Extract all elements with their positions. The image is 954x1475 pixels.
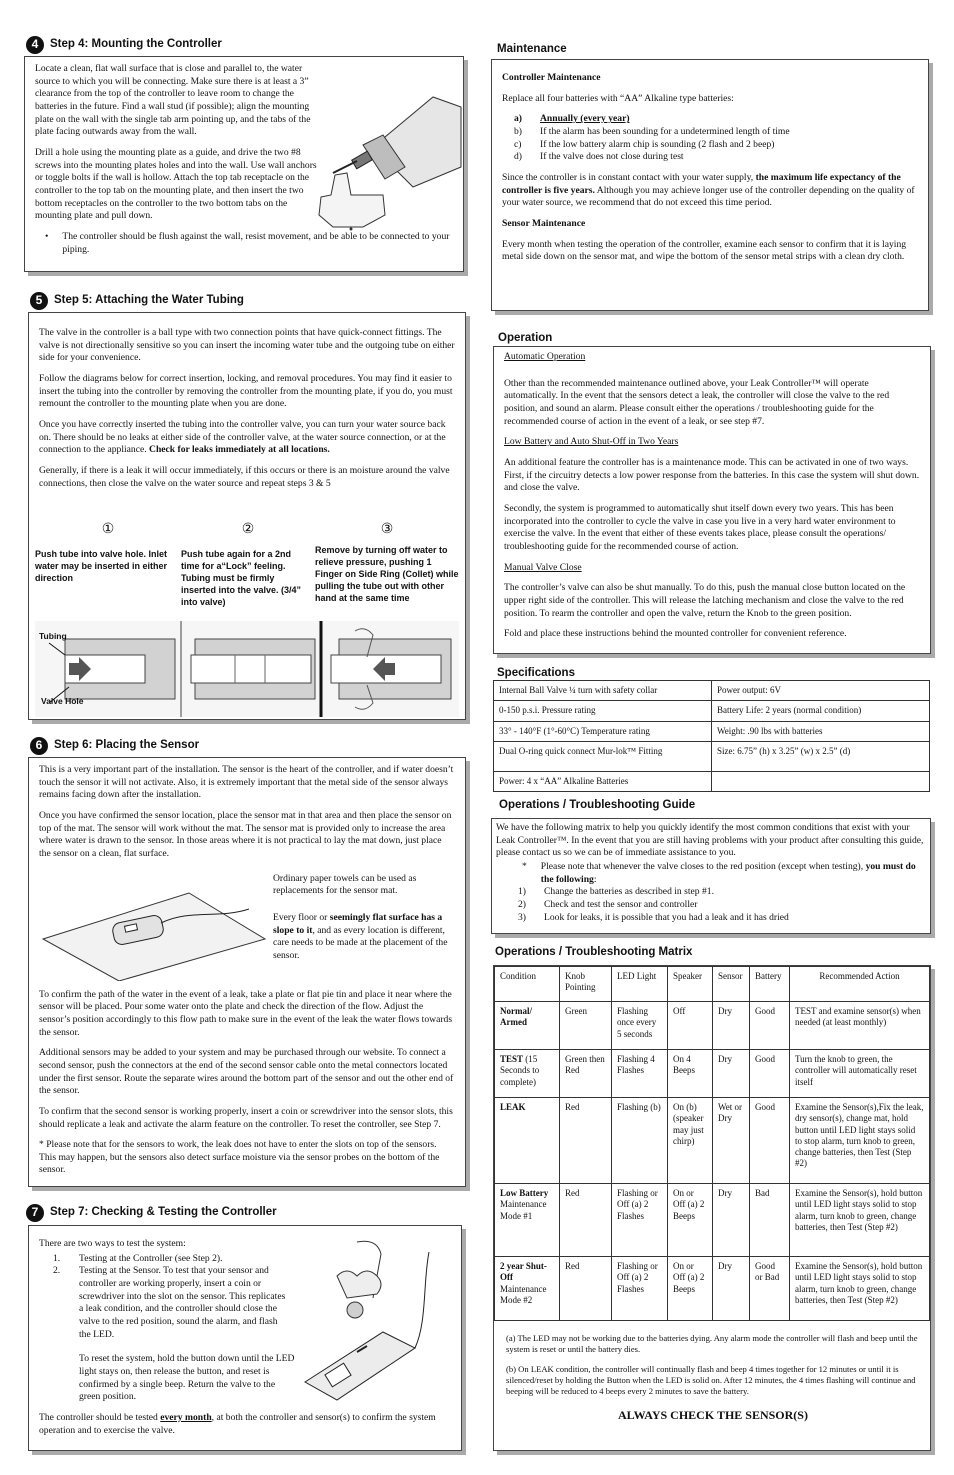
list-item: 1. Testing at the Controller (see Step 2).: [53, 1252, 223, 1264]
diagram-3-caption: Remove by turning off water to relieve pressure, pushing 1 Finger on Side Ring (Collet) while pulling the tube out with other hand at the same time: [315, 545, 459, 603]
step5-p1: The valve in the controller is a ball type with two connection points that have quick-connect fittings. The valve is not directionally sensitive so you can insert the incoming water tube and the outgoing tube on either side for your convenience.: [39, 327, 455, 364]
matrix-notes: [494, 1321, 930, 1424]
step4-bullet-text: The controller should be flush against the wall, resist movement, and be able to be connected to your piping.: [62, 230, 450, 255]
diagram-2-caption: Push tube again for a 2nd time for a“Lock” feeling. Tubing must be firmly inserted into the valve. (3/4” into valve): [181, 549, 302, 607]
sensor-mat-area: [39, 869, 455, 981]
table-row: 33° - 140°F (1°-60°C) Temperature rating Weight: .90 lbs with batteries: [494, 721, 930, 741]
controller-maintenance-heading: Controller Maintenance: [502, 72, 601, 83]
table-row: TEST (15 Seconds to complete) Green then Red Flashing 4 Flashes On 4 Beeps Dry Good Turn the knob to green, the controller will automatically reset itself: [495, 1050, 930, 1098]
step6-p4: Additional sensors may be added to your system and may be purchased through our website. To connect a second sensor, push the connectors at the end of the second sensor cable onto the metal connectors located under the first sensor. Route the separate wires around the bottom part of the sensor and out the other end of the sensor.: [39, 1047, 454, 1097]
maintenance-heading: Maintenance: [497, 43, 567, 55]
step7-final: The controller should be tested every month, at both the controller and sensor(s) to confirm the system operation and to exercise the valve.: [39, 1411, 436, 1436]
step5-p3: Once you have correctly inserted the tubing into the controller valve, you can turn your water source back on. There should be no leaks at either side of the controller valve, at the water source connection, or at the connection to the appliance. Check for leaks immediately at all locations.: [39, 418, 446, 456]
step6-side2: Every floor or seemingly flat surface has a slope to it, and as every location is different, care needs to be made at the placement of the sensor.: [273, 911, 448, 961]
guide-list: [496, 886, 926, 924]
step7-intro: There are two ways to test the system:: [39, 1238, 186, 1249]
step7-list: [39, 1253, 289, 1342]
matrix-box: [493, 965, 931, 1451]
table-row: Dual O-ring quick connect Mur-lok™ Fitting Size: 6.75” (h) x 3.25” (w) x 2.5” (d): [494, 741, 930, 771]
step6-p6: * Please note that for the sensors to work, the leak does not have to enter the slots on top of the sensors. This may happen, but the sensors also detect surface moisture via the sensor probes on the bottom of the sensor.: [39, 1139, 440, 1176]
controller-maintenance-intro: Replace all four batteries with “AA” Alkaline type batteries:: [502, 92, 734, 104]
fold-note: Fold and place these instructions behind the mounted controller for convenient reference.: [504, 628, 847, 640]
label-tubing: Tubing: [39, 631, 67, 641]
table-row: Normal/ Armed Green Flashing once every 5 seconds Off Dry Good TEST and examine sensor(s) when needed (at least monthly): [495, 1002, 930, 1050]
matrix-note-b: (b) On LEAK condition, the controller will continually flash and beep 4 times together for 12 minutes or until it is silenced/reset by holding the Button when the LED is solid on. After 12 minutes, the 4 times flashing will continue and beeping will be reduced to 4 beeps every 2 minutes to save the battery.: [506, 1363, 916, 1397]
specs-heading: Specifications: [497, 667, 575, 679]
step7-number: 7: [26, 1204, 44, 1222]
step6-p5: To confirm that the second sensor is working properly, insert a coin or screwdriver into the sensor slots, this should replicate a leak and activate the alarm feature on the controller. To reset the controller, see Step 7.: [39, 1105, 453, 1130]
maintenance-box: [491, 59, 929, 311]
table-row: 2 year Shut-Off Maintenance Mode #2 Red Flashing or Off (a) 2 Flashes On or Off (a) 2 Beeps Dry Good or Bad Examine the Sensor(s), hold button until LED light stays solid to stop alarm, turn knob to green, change batteries, then Test (Step #2): [495, 1257, 930, 1321]
step5-title: Step 5: Attaching the Water Tubing: [54, 294, 244, 307]
low-battery-heading: Low Battery and Auto Shut-Off in Two Years: [504, 436, 679, 448]
table-row: 0-150 p.s.i. Pressure rating Battery Life: 2 years (normal condition): [494, 701, 930, 721]
operation-heading: Operation: [498, 332, 553, 344]
list-item: c) If the low battery alarm chip is sounding (2 flash and 2 beep): [514, 138, 775, 150]
diagram-2-marker: ②: [241, 522, 255, 537]
sensor-mat-illustration: [39, 869, 267, 981]
diagram-3: [315, 521, 459, 609]
list-item: 3) Look for leaks, it is possible that you had a leak and it has dried: [518, 911, 789, 923]
tubing-diagrams: [35, 521, 459, 609]
tubing-diagram-images: [35, 621, 459, 717]
guide-note: * Please note that whenever the valve closes to the red position (except when testing), you must do the following:: [522, 860, 916, 885]
operation-box: [493, 346, 931, 654]
table-row: LEAK Red Flashing (b) On (b) (speaker may just chirp) Wet or Dry Good Examine the Sensor(s),Fix the leak, dry sensor(s), change mat, hold button until LED light stays solid to stop alarm, turn knob to green, change batteries, then Test (Step #2): [495, 1098, 930, 1184]
table-row: Low Battery Maintenance Mode #1 Red Flashing or Off (a) 2 Flashes On or Off (a) 2 Beeps Dry Bad Examine the Sensor(s), hold button until LED light stays solid to stop alarm, turn knob to green, change batteries, then Test (Step #2): [495, 1184, 930, 1257]
diagram-1-caption: Push tube into valve hole. Inlet water may be inserted in either direction: [35, 549, 168, 584]
table-row: Power: 4 x “AA” Alkaline Batteries: [494, 771, 930, 791]
maintenance-list: [502, 113, 918, 164]
drill-illustration: [313, 77, 463, 237]
step5-p4: Generally, if there is a leak it will occur immediately, if this occurs or there is an moisture around the valve connections, then close the valve on the water source and repeat steps 3 & 5: [39, 464, 450, 489]
list-item: a) Annually (every year): [514, 113, 630, 125]
list-item: 1) Change the batteries as described in step #1.: [518, 886, 714, 898]
sensor-test-illustration: [297, 1232, 437, 1412]
list-item: b) If the alarm has been sounding for a undetermined length of time: [514, 125, 790, 137]
step5-box: [28, 312, 466, 720]
diagram-1-marker: ①: [101, 522, 115, 537]
specs-table: [493, 680, 930, 792]
step4-bullet: • The controller should be flush against the wall, resist movement, and be able to be connected to your piping.: [35, 231, 453, 256]
maintenance-life: Since the controller is in constant contact with your water supply, the maximum life expectancy of the controller is five years. Although you may achieve longer use of the controller depending on the quality of your water source, we recommend that do not exceed this time period.: [502, 171, 915, 209]
step6-box: [28, 757, 466, 1187]
manual-close-heading: Manual Valve Close: [504, 561, 582, 573]
step6-heading: [30, 737, 199, 755]
guide-box: [491, 818, 931, 934]
step6-number: 6: [30, 737, 48, 755]
table-row: Internal Ball Valve ¼ turn with safety collar Power output: 6V: [494, 681, 930, 701]
step5-heading: [30, 292, 244, 310]
guide-heading: Operations / Troubleshooting Guide: [499, 799, 696, 811]
label-valve-hole: Valve Hole: [41, 696, 84, 706]
step5-number: 5: [30, 292, 48, 310]
list-item: 2. Testing at the Sensor. To test that your sensor and controller are working properly, insert a coin or screwdriver into the slot on the sensor. This replicates a leak condition, and the controller should close the valve to the red position, sound the alarm, and flash the LED.: [53, 1265, 286, 1340]
step4-number: 4: [26, 36, 44, 54]
step7-reset: To reset the system, hold the button down until the LED light stays on, then release the button, and reset is confirmed by a single beep. Return the valve to the green position.: [79, 1353, 295, 1403]
diagram-3-marker: ③: [380, 522, 394, 537]
table-row: Condition Knob Pointing LED Light Speaker Sensor Battery Recommended Action: [495, 967, 930, 1002]
specs-table-wrap: [493, 680, 930, 792]
step4-heading: [26, 36, 222, 54]
step6-title: Step 6: Placing the Sensor: [54, 739, 200, 752]
step4-p1: Locate a clean, flat wall surface that is close and parallel to, the water source to which you will be connecting. Make sure there is at least a 3” clearance from the top of the controller to leave room to change the batteries in the future. Find a wall stud (if possible); align the mounting plate on the wall with the single tab arm pointing up, and the tabs of the plate facing outwards away from the wall.: [35, 63, 311, 138]
sensor-side-text: [273, 869, 455, 981]
step6-p1: This is a very important part of the installation. The sensor is the heart of the controller, and if water doesn’t touch the sensor it will not activate. Also, it is extremely important that the metal side of the sensor always remains facing down after the installation.: [39, 764, 454, 801]
guide-intro: We have the following matrix to help you quickly identify the most common conditions that exist with your Leak Controller™. In the event that you are still having problems with your product after consulting this guide, please contact us so we can be of immediate assistance to you.: [496, 822, 924, 859]
sensor-maintenance-text: Every month when testing the operation of the controller, examine each sensor to confirm that it is laying metal side down on the sensor mat, and wipe the bottom of the sensor metal strips with a clean dry cloth.: [502, 238, 907, 263]
step7-box: [28, 1225, 462, 1451]
matrix-note-a: (a) The LED may not be working due to the batteries dying. Any alarm mode the controller will flash and beep until the system is reset or until the battery dies.: [506, 1333, 918, 1355]
matrix-table: [494, 966, 930, 1321]
diagram-2: [181, 521, 315, 609]
low-battery-text-1: An additional feature the controller has is a maintenance mode. This can be activated in one of two ways. First, if the circuitry detects a low power response from the batteries. In this case the system will shut down. and close the valve.: [504, 456, 920, 494]
step4-p2: Drill a hole using the mounting plate as a guide, and drive the two #8 screws into the mounting plates holes and into the wall. Use wall anchors or toggle bolts if the wall is hollow. Attach the top tab receptacle on the controller to the top tab on the mounting plate, and then insert the two bottom receptacles on the controller to the two bottom tabs on the mounting plate and pull down.: [35, 146, 317, 222]
step5-p2: Follow the diagrams below for correct insertion, locking, and removal procedures. You may find it easier to insert the tubing into the controller by removing the controller from the mounting plate, if you do, you must remount the controller to the mounting plate when you are done.: [39, 372, 453, 410]
diagram-1: [35, 521, 181, 609]
step6-side1: Ordinary paper towels can be used as replacements for the sensor mat.: [273, 872, 417, 897]
step4-title: Step 4: Mounting the Controller: [50, 38, 222, 51]
matrix-heading: Operations / Troubleshooting Matrix: [495, 946, 693, 958]
sensor-maintenance-heading: Sensor Maintenance: [502, 217, 586, 229]
step7-title: Step 7: Checking & Testing the Controller: [50, 1206, 277, 1219]
step6-p2: Once you have confirmed the sensor location, place the sensor mat in that area and then place the sensor on top of the mat. The sensor will work without the mat. The sensor mat is provided only to increase the area where water is drawn to the sensor. In those areas where it is not practical to lay the mat down, just place the sensor on a clean, flat surface.: [39, 809, 452, 859]
list-item: d) If the valve does not close during test: [514, 151, 684, 163]
auto-operation-heading: Automatic Operation: [504, 351, 586, 362]
auto-operation-text: Other than the recommended maintenance outlined above, your Leak Controller™ will operate automatically. In the event that the sensors detect a leak, the controller will close the valve to the red position, and sound an alarm. Please consult either the operations / troubleshooting guide for the recommended course of action in the event of a leak, or see step #7.: [504, 377, 890, 427]
list-item: 2) Check and test the sensor and controller: [518, 898, 698, 910]
always-check-sensor: ALWAYS CHECK THE SENSOR(S): [618, 1407, 808, 1422]
low-battery-text-2: Secondly, the system is programmed to automatically shut itself down every two years. This has been incorporated into the controller to cycle the valve in case you live in a very hard water environment to exercise the valve. In the event that either of these events takes place, please consult the operations/ troubleshooting guide for the recommended course of action.: [504, 502, 896, 552]
step6-p3: To confirm the path of the water in the event of a leak, take a plate or flat pie tin and place it near where the sensor will be placed. Pour some water onto the plate and check the direction of the flow. Adjust the sensor’s position accordingly to this flow path to make sure in the event of the leak the water flows towards the sensor.: [39, 988, 453, 1038]
manual-close-text: The controller’s valve can also be shut manually. To do this, push the manual close button located on the upper right side of the controller. This will release the latching mechanism and close the valve to the red position. To rearm the controller and open the valve, return the Knob to the green position.: [504, 582, 906, 619]
step7-heading: [26, 1204, 277, 1222]
step4-box: [24, 56, 464, 272]
